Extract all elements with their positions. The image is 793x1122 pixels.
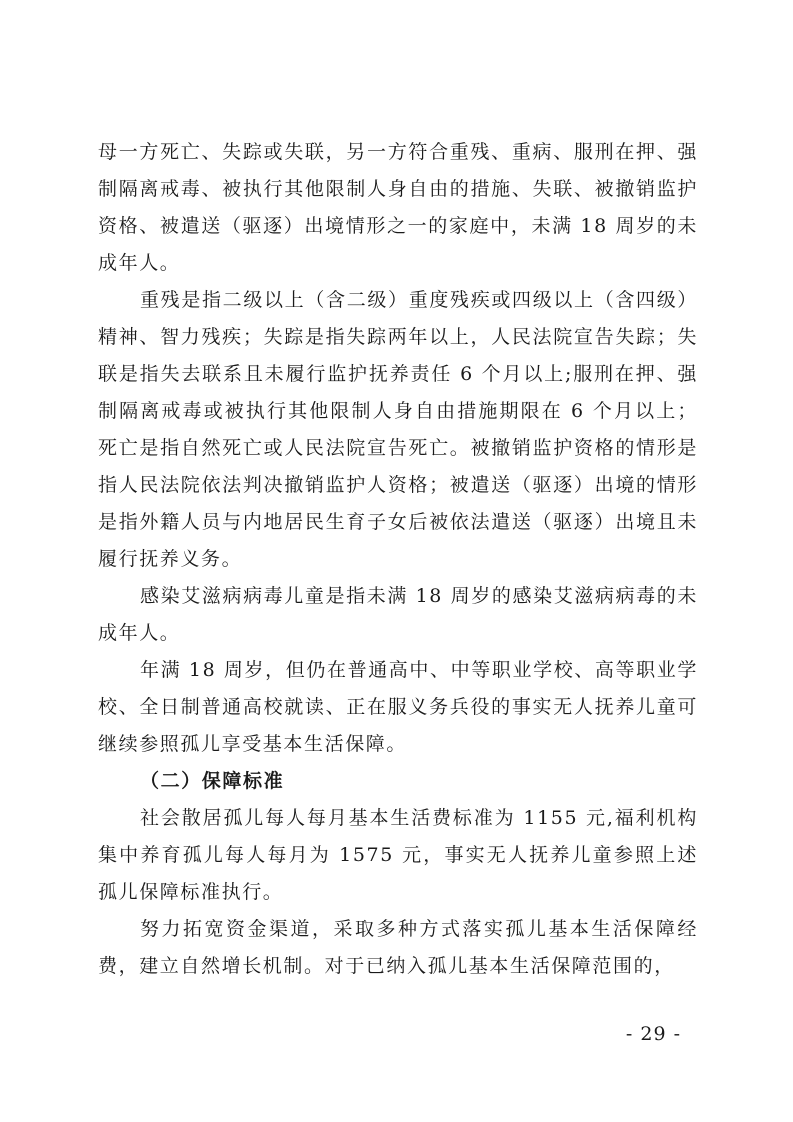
section-heading: （二）保障标准 <box>140 770 285 792</box>
body-text <box>98 134 698 985</box>
paragraph-hiv-children: 感染艾滋病病毒儿童是指未满 18 周岁的感染艾滋病病毒的未成年人。 <box>98 585 698 644</box>
paragraph-definitions: 重残是指二级以上（含二级）重度残疾或四级以上（含四级）精神、智力残疾；失踪是指失踪两年以上，人民法院宣告失踪；失联是指失去联系且未履行监护抚养责任 6 个月以上;服刑在押、强制隔离戒毒或被执行其他限制人身自由措施期限在 6 个月以上；死亡是指自然死亡或人民法院宣告死亡。被撤销监护资格的情形是指人民法院依法判决撤销监护人资格；被遣送（驱逐）出境的情形是指外籍人员与内地居民生育子女后被依法遣送（驱逐）出境且未履行抚养义务。 <box>98 289 698 570</box>
page-number: - 29 - <box>625 1023 681 1045</box>
paragraph-continuation: 母一方死亡、失踪或失联，另一方符合重残、重病、服刑在押、强制隔离戒毒、被执行其他限制人身自由的措施、失联、被撤销监护资格、被遣送（驱逐）出境情形之一的家庭中，未满 18 周岁的未成年人。 <box>98 141 698 274</box>
paragraph-standards: 社会散居孤儿每人每月基本生活费标准为 1155 元,福利机构集中养育孤儿每人每月为 1575 元，事实无人抚养儿童参照上述孤儿保障标准执行。 <box>98 807 698 903</box>
paragraph-funding: 努力拓宽资金渠道，采取多种方式落实孤儿基本生活保障经费，建立自然增长机制。对于已纳入孤儿基本生活保障范围的， <box>98 918 698 977</box>
paragraph-age-extension: 年满 18 周岁，但仍在普通高中、中等职业学校、高等职业学校、全日制普通高校就读、正在服义务兵役的事实无人抚养儿童可继续参照孤儿享受基本生活保障。 <box>98 659 698 755</box>
